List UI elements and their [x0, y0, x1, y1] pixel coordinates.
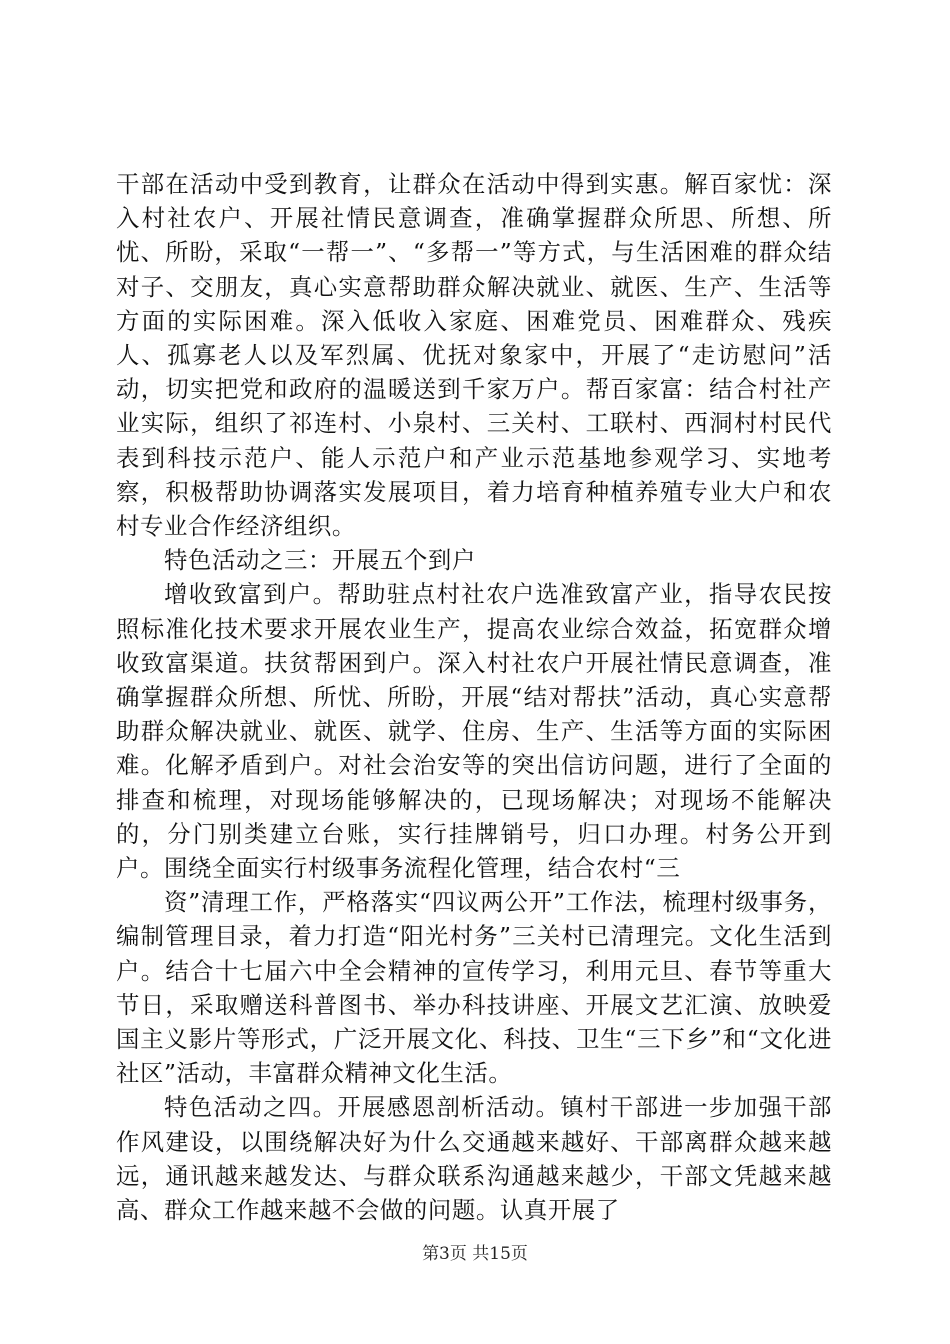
paragraph-activity-4: 特色活动之四。开展感恩剖析活动。镇村干部进一步加强干部作风建设，以围绕解决好为什么交通越来越好、干部离群众越来越远，通讯越来越发达、与群众联系沟通越来越少，干部文凭越来越高、群众工作越来越不会做的问题。认真开展了 — [116, 1093, 832, 1225]
section-heading-activity-3: 特色活动之三：开展五个到户 — [164, 546, 476, 575]
document-body — [116, 167, 832, 1227]
paragraph-continuation: 干部在活动中受到教育，让群众在活动中得到实惠。解百家忧：深入村社农户、开展社情民意调查，准确掌握群众所思、所想、所忧、所盼，采取“一帮一”、“多帮一”等方式，与生活困难的群众结对子、交朋友，真心实意帮助群众解决就业、就医、生产、生活等方面的实际困难。深入低收入家庭、困难党员、困难群众、残疾人、孤寡老人以及军烈属、优抚对象家中，开展了“走访慰问”活动，切实把党和政府的温暖送到千家万户。帮百家富：结合村社产业实际，组织了祁连村、小泉村、三关村、工联村、西洞村村民代表到科技示范户、能人示范户和产业示范基地参观学习、实地考察，积极帮助协调落实发展项目，着力培育种植养殖专业大户和农村专业合作经济组织。 — [116, 170, 832, 541]
paragraph-five-to-household: 增收致富到户。帮助驻点村社农户选准致富产业，指导农民按照标准化技术要求开展农业生产，提高农业综合效益，拓宽群众增收致富渠道。扶贫帮困到户。深入村社农户开展社情民意调查，准确掌握群众所想、所忧、所盼，开展“结对帮扶”活动，真心实意帮助群众解决就业、就医、就学、住房、生产、生活等方面的实际困难。化解矛盾到户。对社会治安等的突出信访问题，进行了全面的排查和梳理，对现场能够解决的，已现场解决；对现场不能解决的，分门别类建立台账，实行挂牌销号，归口办理。村务公开到户。围绕全面实行村级事务流程化管理，结合农村“三 — [116, 580, 832, 883]
page-number-footer: 第3页 共15页 — [422, 1244, 528, 1264]
paragraph-village-affairs: 资”清理工作，严格落实“四议两公开”工作法，梳理村级事务，编制管理目录，着力打造“阳光村务”三关村已清理完。文化生活到户。结合十七届六中全会精神的宣传学习，利用元旦、春节等重大节日，采取赠送科普图书、举办科技讲座、开展文艺汇演、放映爱国主义影片等形式，广泛开展文化、科技、卫生“三下乡”和“文化进社区”活动，丰富群众精神文化生活。 — [116, 888, 832, 1088]
